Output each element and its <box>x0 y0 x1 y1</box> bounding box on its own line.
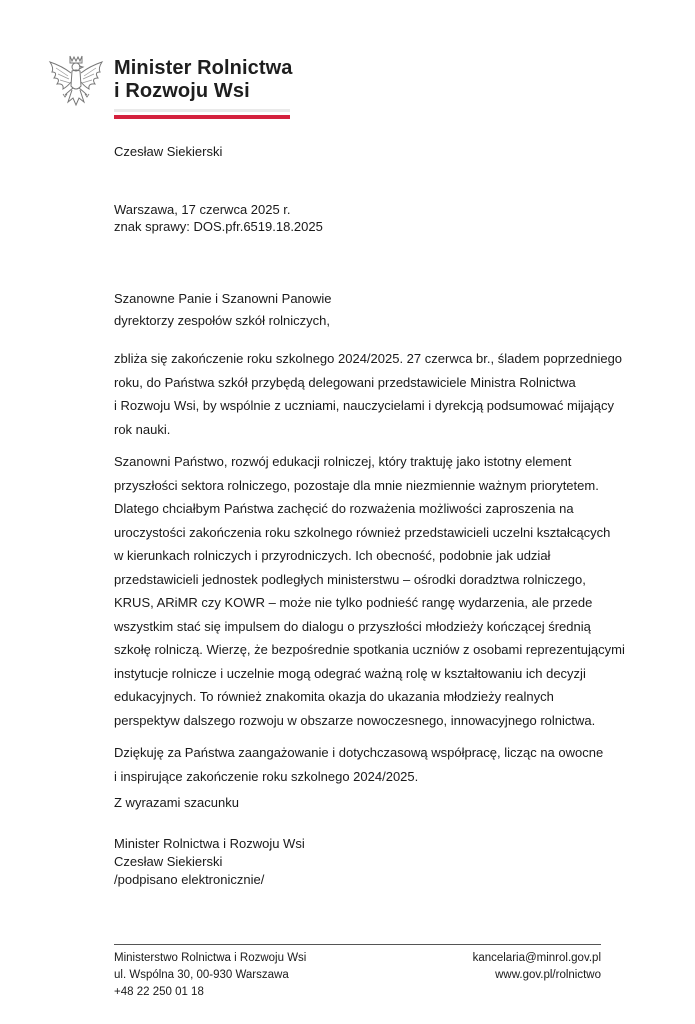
paragraph-line: Szanowni Państwo, rozwój edukacji rolniczej, który traktuję jako istotny element <box>114 454 572 469</box>
signature-title: Minister Rolnictwa i Rozwoju Wsi <box>114 836 305 851</box>
signature-note: /podpisano elektronicznie/ <box>114 872 265 887</box>
paragraph-line: wszystkim stać się impulsem do dialogu o przyszłości młodzieży kończącej średnią <box>114 618 591 634</box>
paragraph-line: edukacyjnych. To również znakomita okazja do ukazania młodzieży realnych <box>114 689 554 704</box>
paragraph-line: Dziękuję za Państwa zaangażowanie i dotychczasową współpracę, licząc na owocne <box>114 745 604 760</box>
paragraph-line: przedstawicieli jednostek podległych ministerstwu – ośrodki doradztwa rolniczego, <box>114 571 586 587</box>
institution-name-line-1: Minister Rolnictwa <box>114 57 293 79</box>
paragraph-line: zbliża się zakończenie roku szkolnego 2024/2025. 27 czerwca br., śladem poprzedniego <box>114 351 623 366</box>
case-reference: znak sprawy: DOS.pfr.6519.18.2025 <box>114 219 323 234</box>
footer-email-link[interactable]: kancelaria@minrol.gov.pl <box>472 952 601 964</box>
footer-website-link[interactable]: www.gov.pl/rolnictwo <box>495 969 601 981</box>
footer-ministry-name: Ministerstwo Rolnictwa i Rozwoju Wsi <box>114 952 307 964</box>
place-and-date: Warszawa, 17 czerwca 2025 r. <box>114 202 291 217</box>
footer-divider <box>114 944 601 945</box>
flag-stripe-red <box>114 115 290 119</box>
paragraph-line: rok nauki. <box>114 421 171 437</box>
paragraph-line: w kierunkach rolniczych i przyrodniczych. Ich obecność, podobnie jak udział <box>114 548 551 563</box>
paragraph-line: Dlatego chciałbym Państwa zachęcić do rozważenia możliwości zaproszenia na <box>114 501 574 516</box>
greeting-line-1: Szanowne Panie i Szanowni Panowie <box>114 291 332 306</box>
paragraph-line: perspektyw dalszego rozwoju w obszarze nowoczesnego, innowacyjnego rolnictwa. <box>114 712 596 728</box>
institution-name-line-2: i Rozwoju Wsi <box>114 80 250 102</box>
polish-eagle-emblem-icon <box>44 52 108 112</box>
paragraph-line: uroczystości zakończenia roku szkolnego również przedstawicieli uczelni kształcących <box>114 524 611 540</box>
paragraph-line: roku, do Państwa szkół przybędą delegowani przedstawiciele Ministra Rolnictwa <box>114 374 576 390</box>
closing-phrase: Z wyrazami szacunku <box>114 795 239 810</box>
greeting-line-2: dyrektorzy zespołów szkół rolniczych, <box>114 313 331 328</box>
signature-name: Czesław Siekierski <box>114 854 223 869</box>
footer-phone: +48 22 250 01 18 <box>114 986 204 998</box>
paragraph-line: KRUS, ARiMR czy KOWR – może nie tylko podnieść rangę wydarzenia, ale przede <box>114 595 593 610</box>
paragraph-line: i Rozwoju Wsi, by wspólnie z uczniami, nauczycielami i dyrekcją podsumować mijający <box>114 398 614 413</box>
paragraph-line: i inspirujące zakończenie roku szkolnego 2024/2025. <box>114 768 419 784</box>
flag-stripe-white <box>114 109 290 112</box>
paragraph-1 <box>114 347 634 441</box>
paragraph-line: przyszłości sektora rolniczego, pozostaje dla mnie niezmiennie ważnym priorytetem. <box>114 477 599 493</box>
paragraph-line: instytucje rolnicze i uczelnie mogą odegrać ważną rolę w kształtowaniu ich decyzji <box>114 665 586 681</box>
paragraph-2 <box>114 450 634 732</box>
paragraph-line: szkołę rolniczą. Wierzę, że bezpośrednie spotkania uczniów z osobami reprezentującymi <box>114 642 625 657</box>
paragraph-3 <box>114 741 634 788</box>
sender-name: Czesław Siekierski <box>114 144 223 159</box>
institution-name <box>114 57 293 103</box>
footer-address: ul. Wspólna 30, 00-930 Warszawa <box>114 969 289 981</box>
